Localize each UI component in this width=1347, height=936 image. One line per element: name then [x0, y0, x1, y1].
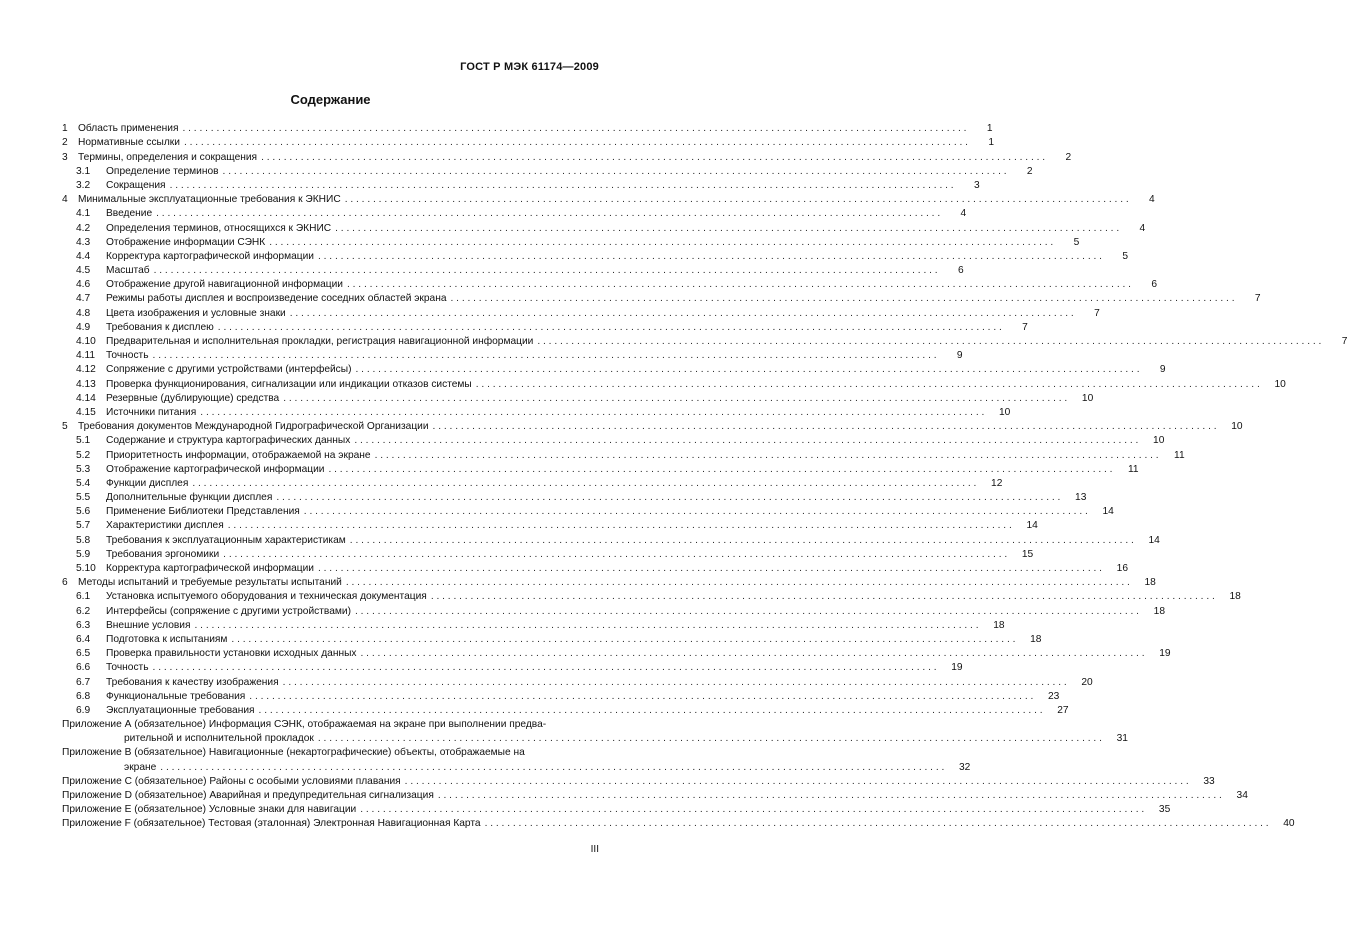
toc-entry: [62, 419, 1243, 433]
toc-leader-dots: [451, 292, 1235, 305]
toc-appendix-line: [62, 731, 1128, 745]
toc-appendix: [62, 745, 971, 773]
toc-entry-page: 10: [1153, 435, 1165, 447]
toc-entry: [62, 632, 1042, 646]
toc-entry: [62, 532, 1160, 546]
toc-appendix-page: 33: [1203, 775, 1215, 787]
toc-leader-dots: [485, 817, 1269, 830]
toc-entry-title: Содержание и структура картографических данных: [106, 435, 351, 447]
toc-entry-number: 5.2: [76, 449, 91, 461]
toc-entry-title: Минимальные эксплуатационные требования к ЭКНИС: [78, 194, 341, 206]
toc-leader-dots: [153, 661, 937, 674]
toc-entry-title: Сокращения: [106, 179, 166, 191]
toc-entry: [62, 547, 1034, 561]
toc-entry-page: 9: [956, 350, 963, 362]
toc-entry-page: 10: [998, 406, 1011, 418]
toc-entry-title: Резервные (дублирующие) средства: [106, 392, 280, 404]
toc-leader-dots: [318, 562, 1102, 575]
toc-entry: [62, 320, 1028, 334]
toc-leader-dots: [160, 761, 944, 774]
toc-entry-number: 5.3: [76, 463, 91, 475]
toc-entry-number: 6.4: [76, 633, 91, 645]
toc-leader-dots: [283, 676, 1067, 689]
toc-entry-title: Нормативные ссылки: [78, 137, 180, 149]
toc-entry-page: 5: [1122, 250, 1128, 262]
toc-entry-title: Предварительная и исполнительная прокладки, регистрация навигационной информации: [106, 336, 534, 347]
toc-entry: [62, 206, 967, 220]
toc-leader-dots: [182, 122, 966, 135]
toc-leader-dots: [431, 590, 1215, 603]
toc-entry-title: Применение Библиотеки Представления: [106, 506, 300, 518]
toc-entry-title: Корректура картографической информации: [106, 563, 314, 574]
toc-entry-number: 4.4: [76, 250, 91, 262]
toc-appendix-line: [62, 788, 1248, 802]
toc-entry-title: Методы испытаний и требуемые результаты испытаний: [78, 577, 342, 589]
toc-entry-number: 4.10: [76, 336, 96, 347]
toc-leader-dots: [433, 420, 1217, 433]
toc-entry: [62, 376, 1286, 390]
toc-entry-title: Внешние условия: [106, 619, 191, 631]
toc-entry-title: Требования к дисплею: [106, 321, 214, 333]
toc-entry-number: 5: [62, 421, 68, 433]
toc-entry-title: Эксплуатационные требования: [106, 704, 255, 716]
toc-entry-number: 3.1: [76, 165, 91, 177]
toc-entry: [62, 660, 963, 674]
toc-entry-title: Точность: [106, 350, 149, 362]
toc-entry-page: 7: [1094, 307, 1100, 319]
toc-entry-number: 6.7: [76, 676, 91, 688]
toc-leader-dots: [259, 704, 1043, 717]
toc-entry-number: 4.3: [76, 236, 91, 248]
toc-appendix-page: 34: [1236, 790, 1248, 801]
toc-entry-title: Точность: [106, 662, 149, 674]
toc-entry: [62, 235, 1080, 249]
toc-leader-dots: [318, 732, 1102, 745]
toc-leader-dots: [184, 136, 968, 149]
toc-entry: [62, 362, 1166, 376]
toc-entry-number: 4.12: [76, 364, 96, 376]
toc-appendix-title: Приложение А (обязательное) Информация СЭНК, отображаемая на экране при выполнении предва-: [62, 719, 547, 731]
toc-entry: [62, 674, 1093, 688]
toc-entry-number: 5.8: [76, 534, 91, 546]
toc-entry-number: 5.5: [76, 492, 91, 504]
page-title: Содержание: [290, 92, 371, 107]
document-header: ГОСТ Р МЭК 61174—2009: [460, 61, 599, 73]
toc-entry-number: 6: [62, 577, 68, 589]
table-of-contents: [62, 121, 1347, 830]
toc-entry-title: Проверка правильности установки исходных данных: [106, 648, 357, 660]
toc-appendix-page: 31: [1116, 733, 1128, 745]
toc-entry-title: Дополнительные функции дисплея: [106, 492, 273, 504]
toc-entry-title: Требования к качеству изображения: [106, 676, 279, 688]
toc-entry-number: 6.6: [76, 662, 91, 674]
toc-entry-number: 4.7: [76, 293, 91, 305]
toc-entry-page: 27: [1057, 704, 1069, 716]
toc-entry: [62, 334, 1347, 348]
toc-entry: [62, 249, 1128, 263]
toc-leader-dots: [249, 690, 1033, 703]
toc-appendix-page: 40: [1283, 818, 1295, 830]
toc-entry-page: 10: [1274, 378, 1286, 390]
toc-entry-number: 4.9: [76, 321, 91, 333]
toc-appendix-line: [62, 774, 1215, 788]
toc-leader-dots: [318, 250, 1102, 263]
toc-entry-page: 3: [973, 179, 980, 191]
toc-entry-page: 1: [986, 123, 993, 135]
toc-appendix: [62, 816, 1295, 830]
toc-entry-page: 7: [1341, 336, 1347, 347]
toc-appendix-line: [62, 816, 1295, 830]
toc-entry-title: Определение терминов: [106, 165, 219, 177]
toc-entry-title: Требования к эксплуатационным характеристикам: [106, 534, 346, 546]
toc-entry-title: Отображение картографической информации: [106, 463, 325, 475]
toc-entry-number: 4.2: [76, 222, 91, 234]
toc-leader-dots: [154, 264, 938, 277]
toc-entry: [62, 504, 1114, 518]
toc-leader-dots: [156, 207, 940, 220]
toc-entry: [62, 476, 1003, 490]
toc-entry-title: Функциональные требования: [106, 690, 246, 702]
toc-appendix-title: Приложение В (обязательное) Навигационные (некартографические) объекты, отображаемые на: [62, 747, 525, 759]
toc-entry-number: 5.10: [76, 563, 96, 574]
toc-entry-number: 4.8: [76, 307, 91, 319]
toc-entry-title: Установка испытуемого оборудования и техническая документация: [106, 591, 427, 603]
toc-entry-page: 7: [1022, 321, 1028, 333]
toc-leader-dots: [350, 534, 1134, 547]
toc-leader-dots: [355, 605, 1139, 618]
toc-appendix-page: 32: [958, 761, 971, 773]
toc-leader-dots: [405, 775, 1189, 788]
toc-entry-page: 7: [1254, 293, 1261, 305]
toc-leader-dots: [537, 335, 1321, 348]
toc-leader-dots: [192, 477, 976, 490]
toc-entry-number: 4.5: [76, 265, 91, 277]
toc-entry-title: Интерфейсы (сопряжение с другими устройствами): [106, 605, 351, 617]
toc-entry: [62, 220, 1146, 234]
toc-entry-page: 6: [1151, 279, 1157, 291]
toc-entry-number: 4.13: [76, 378, 96, 390]
toc-entry-page: 19: [951, 662, 963, 674]
toc-entry-number: 6.2: [76, 605, 91, 617]
toc-leader-dots: [261, 151, 1045, 164]
toc-entry: [62, 178, 980, 192]
toc-appendix-title: Приложение D (обязательное) Аварийная и предупредительная сигнализация: [62, 790, 434, 801]
toc-leader-dots: [276, 491, 1060, 504]
toc-entry-title: Сопряжение с другими устройствами (интерфейсы): [106, 364, 352, 376]
toc-entry-page: 2: [1026, 165, 1033, 177]
toc-entry-number: 3: [62, 151, 68, 163]
toc-entry-page: 14: [1102, 506, 1114, 518]
toc-entry-title: Источники питания: [106, 406, 197, 418]
toc-entry: [62, 305, 1100, 319]
toc-entry-page: 16: [1116, 563, 1128, 574]
toc-entry-number: 4.6: [76, 279, 91, 291]
toc-entry: [62, 149, 1072, 163]
toc-leader-dots: [195, 619, 979, 632]
toc-entry: [62, 291, 1261, 305]
toc-leader-dots: [153, 349, 937, 362]
toc-entry-title: Подготовка к испытаниям: [106, 633, 228, 645]
toc-entry-number: 6.8: [76, 690, 91, 702]
toc-entry-title: Требования эргономики: [106, 548, 220, 560]
toc-leader-dots: [346, 576, 1130, 589]
toc-entry-title: Режимы работы дисплея и воспроизведение соседних областей экрана: [106, 293, 447, 305]
toc-entry: [62, 263, 964, 277]
toc-entry-title: Отображение другой навигационной информации: [106, 279, 343, 291]
toc-entry: [62, 192, 1155, 206]
toc-entry-number: 6.3: [76, 619, 91, 631]
toc-entry-page: 13: [1075, 492, 1087, 504]
toc-entry-page: 9: [1159, 364, 1166, 376]
toc-entry: [62, 135, 994, 149]
toc-entry-title: Проверка функционирования, сигнализации или индикации отказов системы: [106, 378, 472, 390]
toc-leader-dots: [345, 193, 1129, 206]
toc-entry-page: 15: [1021, 548, 1034, 560]
toc-leader-dots: [170, 179, 954, 192]
toc-entry-page: 5: [1073, 236, 1080, 248]
toc-entry-number: 5.6: [76, 506, 91, 518]
toc-appendix-line: [62, 802, 1171, 816]
toc-entry-page: 4: [1149, 194, 1155, 206]
toc-entry: [62, 689, 1060, 703]
toc-entry-number: 2: [62, 137, 68, 149]
toc-entry-number: 6.1: [76, 591, 91, 603]
toc-leader-dots: [200, 406, 984, 419]
toc-entry-page: 6: [957, 265, 964, 277]
toc-entry-number: 6.5: [76, 648, 91, 660]
toc-appendix: [62, 717, 1128, 745]
toc-entry-page: 4: [1139, 222, 1146, 234]
toc-entry: [62, 164, 1033, 178]
toc-entry-title: Введение: [106, 208, 153, 220]
toc-entry: [62, 603, 1166, 617]
toc-leader-dots: [223, 548, 1007, 561]
toc-entry-title: Отображение информации СЭНК: [106, 236, 266, 248]
toc-entry-page: 18: [1229, 591, 1241, 603]
toc-entry-page: 18: [1153, 605, 1166, 617]
toc-entry-title: Характеристики дисплея: [106, 520, 224, 532]
toc-entry-title: Требования документов Международной Гидрографической Организации: [78, 421, 429, 433]
toc-entry-page: 10: [1081, 392, 1094, 404]
toc-leader-dots: [360, 803, 1144, 816]
toc-entry-number: 4.14: [76, 392, 96, 404]
toc-entry-number: 6.9: [76, 704, 91, 716]
toc-entry: [62, 391, 1094, 405]
toc-leader-dots: [375, 449, 1159, 462]
toc-entry: [62, 646, 1171, 660]
toc-entry: [62, 561, 1128, 575]
toc-entry-title: Приоритетность информации, отображаемой на экране: [106, 449, 371, 461]
toc-entry-page: 2: [1065, 151, 1072, 163]
toc-leader-dots: [328, 463, 1112, 476]
toc-leader-dots: [347, 278, 1131, 291]
toc-leader-dots: [476, 378, 1260, 391]
toc-entry: [62, 405, 1011, 419]
toc-appendix-continuation: рительной и исполнительной прокладок: [124, 733, 314, 745]
toc-leader-dots: [228, 519, 1012, 532]
toc-entry: [62, 589, 1241, 603]
toc-entry-page: 11: [1127, 463, 1139, 475]
toc-appendix-title: Приложение С (обязательное) Районы с особыми условиями плавания: [62, 775, 401, 787]
toc-appendix-line: [62, 759, 971, 773]
toc-leader-dots: [356, 363, 1140, 376]
toc-appendix-line: [62, 717, 600, 731]
toc-entry-number: 5.9: [76, 548, 91, 560]
toc-entry: [62, 462, 1139, 476]
toc-entry-number: 5.4: [76, 477, 91, 489]
toc-entry-number: 1: [62, 123, 68, 135]
toc-entry-number: 5.1: [76, 435, 91, 447]
toc-leader-dots: [290, 307, 1074, 320]
toc-entry-number: 4: [62, 194, 68, 206]
toc-entry-title: Определения терминов, относящихся к ЭКНИС: [106, 222, 332, 234]
toc-appendix: [62, 774, 1215, 788]
toc-entry-title: Функции дисплея: [106, 477, 189, 489]
toc-leader-dots: [269, 236, 1053, 249]
toc-entry: [62, 433, 1165, 447]
toc-entry: [62, 277, 1157, 291]
toc-entry-page: 12: [991, 477, 1003, 489]
toc-entry: [62, 447, 1185, 461]
toc-appendix-title: Приложение F (обязательное) Тестовая (эталонная) Электронная Навигационная Карта: [62, 818, 481, 830]
toc-leader-dots: [438, 789, 1222, 802]
toc-entry-page: 11: [1174, 449, 1185, 461]
toc-entry-page: 14: [1148, 534, 1160, 546]
toc-entry-title: Термины, определения и сокращения: [78, 151, 258, 163]
toc-entry-number: 3.2: [76, 179, 91, 191]
toc-entry-page: 14: [1026, 520, 1038, 532]
toc-leader-dots: [304, 505, 1088, 518]
toc-entry-page: 18: [1030, 633, 1042, 645]
toc-entry-page: 4: [960, 208, 967, 220]
toc-entry: [62, 490, 1087, 504]
toc-appendix: [62, 802, 1171, 816]
toc-entry: [62, 575, 1156, 589]
toc-appendix-title: Приложение Е (обязательное) Условные знаки для навигации: [62, 804, 357, 816]
toc-entry-title: Масштаб: [106, 265, 150, 277]
toc-entry-title: Область применения: [78, 123, 179, 135]
toc-entry-page: 18: [1144, 577, 1156, 589]
toc-entry-page: 1: [988, 137, 994, 149]
toc-appendix-continuation: экране: [124, 761, 157, 773]
toc-appendix-page: 35: [1158, 804, 1171, 816]
toc-entry-title: Корректура картографической информации: [106, 250, 314, 262]
toc-appendix-line: [62, 745, 600, 759]
toc-entry-page: 10: [1231, 421, 1243, 433]
toc-leader-dots: [361, 647, 1145, 660]
toc-entry-page: 20: [1081, 676, 1093, 688]
toc-entry: [62, 348, 963, 362]
page-number: III: [590, 844, 599, 855]
toc-entry-number: 4.1: [76, 208, 91, 220]
toc-entry-page: 23: [1047, 690, 1060, 702]
toc-entry-title: Цвета изображения и условные знаки: [106, 307, 286, 319]
toc-entry: [62, 518, 1038, 532]
toc-leader-dots: [223, 165, 1007, 178]
toc-leader-dots: [335, 222, 1119, 235]
toc-entry: [62, 121, 993, 135]
toc-leader-dots: [354, 434, 1138, 447]
toc-entry-number: 5.7: [76, 520, 91, 532]
toc-entry-page: 19: [1159, 648, 1171, 660]
toc-leader-dots: [218, 321, 1002, 334]
toc-entry-number: 4.15: [76, 406, 96, 418]
toc-leader-dots: [283, 392, 1067, 405]
toc-entry: [62, 618, 1005, 632]
toc-entry-page: 18: [993, 619, 1005, 631]
toc-leader-dots: [231, 633, 1015, 646]
toc-appendix: [62, 788, 1248, 802]
toc-entry: [62, 703, 1069, 717]
toc-entry-number: 4.11: [76, 350, 96, 362]
